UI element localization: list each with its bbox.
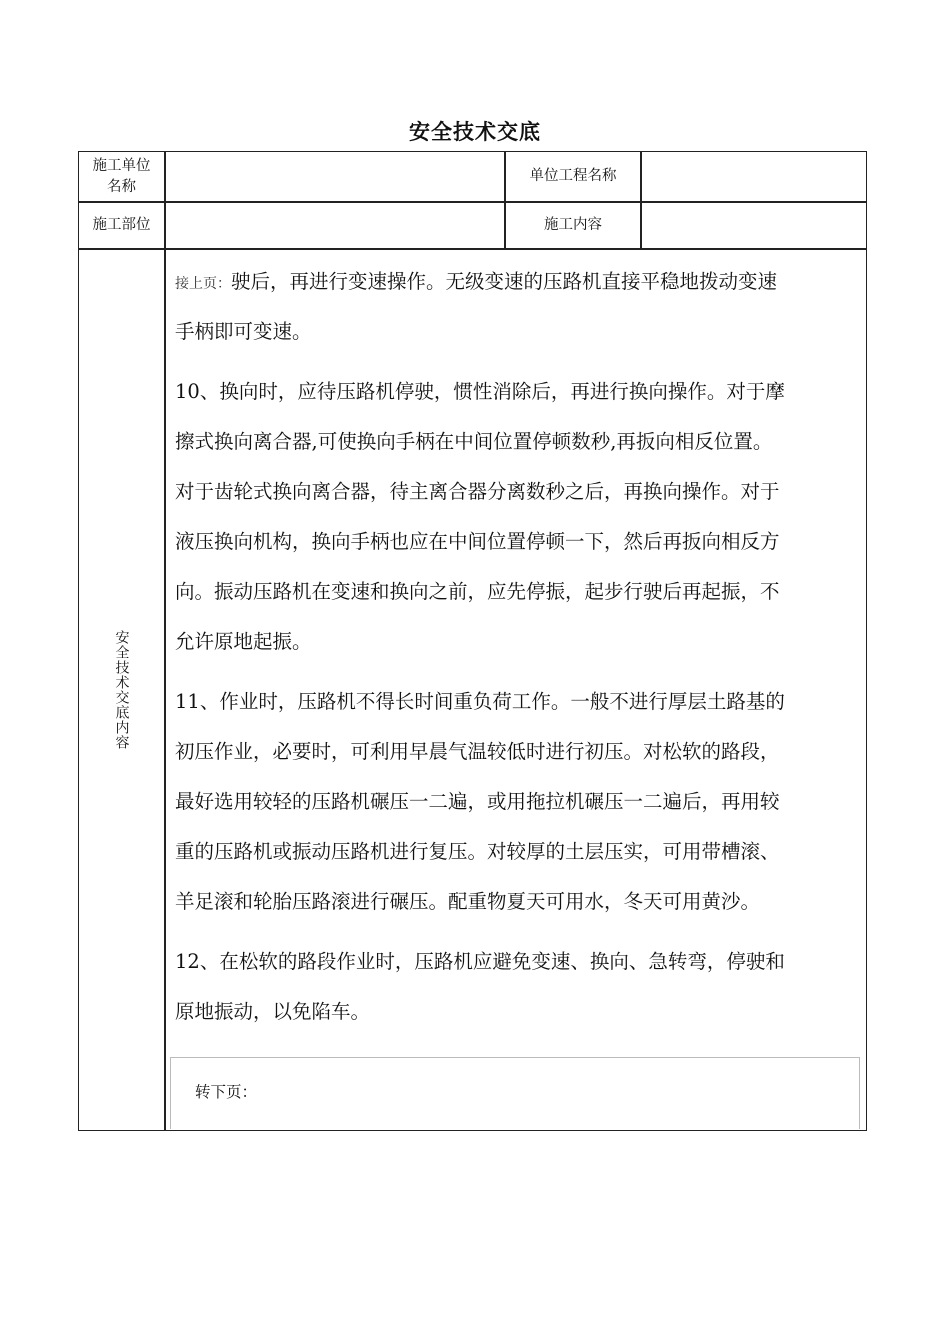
continued-from-label: 接上页： [175, 276, 231, 292]
content-line [175, 257, 872, 307]
paragraph-item-10 [175, 367, 872, 667]
content-line-text: 驶后，再进行变速操作。无级变速的压路机直接平稳地拨动变速 [231, 270, 778, 293]
disclosure-content [175, 257, 872, 1047]
document-title: 安全技术交底 [409, 119, 541, 144]
paragraph-continued [175, 257, 872, 357]
construction-unit-label [78, 151, 165, 202]
construction-part-value[interactable] [166, 202, 504, 248]
construction-part-label: 施工部位 [92, 217, 151, 233]
content-line: 羊足滚和轮胎压路滚进行碾压。配重物夏天可用水，冬天可用黄沙。 [175, 890, 761, 913]
content-line: 最好选用较轻的压路机碾压一二遍，或用拖拉机碾压一二遍后，再用较 [175, 790, 780, 813]
content-line: 允许原地起振。 [175, 630, 312, 653]
unit-project-name-value[interactable] [642, 151, 866, 201]
construction-unit-value[interactable] [166, 151, 504, 201]
next-page-label: 转下页： [195, 1083, 258, 1101]
content-line: 对于齿轮式换向离合器，待主离合器分离数秒之后，再换向操作。对于 [175, 480, 780, 503]
paragraph-item-12 [175, 937, 872, 1037]
construction-content-value[interactable] [642, 202, 866, 248]
next-page-box [170, 1057, 860, 1129]
content-line: 液压换向机构，换向手柄也应在中间位置停顿一下，然后再扳向相反方 [175, 530, 780, 553]
safety-disclosure-side-label [78, 249, 165, 1131]
unit-project-name-label: 单位工程名称 [529, 168, 617, 184]
paragraph-item-11 [175, 677, 872, 927]
content-line: 重的压路机或振动压路机进行复压。对较厚的土层压实，可用带槽滚、 [175, 840, 780, 863]
construction-unit-label-line1: 施工单位 [92, 157, 151, 174]
content-line: 10、换向时，应待压路机停驶，惯性消除后，再进行换向操作。对于摩 [175, 380, 785, 403]
side-label-text: 安全技术交底内容 [113, 630, 130, 750]
construction-unit-label-line2: 名称 [107, 178, 136, 195]
row-divider-2 [78, 248, 867, 250]
content-line: 擦式换向离合器,可使换向手柄在中间位置停顿数秒,再扳向相反位置。 [175, 430, 773, 453]
content-line: 12、在松软的路段作业时，压路机应避免变速、换向、急转弯，停驶和 [175, 950, 785, 973]
content-line: 原地振动，以免陷车。 [175, 1000, 371, 1023]
construction-content-label: 施工内容 [544, 217, 602, 233]
content-line: 初压作业，必要时，可利用早晨气温较低时进行初压。对松软的路段， [175, 740, 780, 763]
content-line: 向。振动压路机在变速和换向之前，应先停振，起步行驶后再起振，不 [175, 580, 780, 603]
content-line: 11、作业时，压路机不得长时间重负荷工作。一般不进行厚层土路基的 [175, 690, 785, 713]
content-line: 手柄即可变速。 [175, 320, 312, 343]
